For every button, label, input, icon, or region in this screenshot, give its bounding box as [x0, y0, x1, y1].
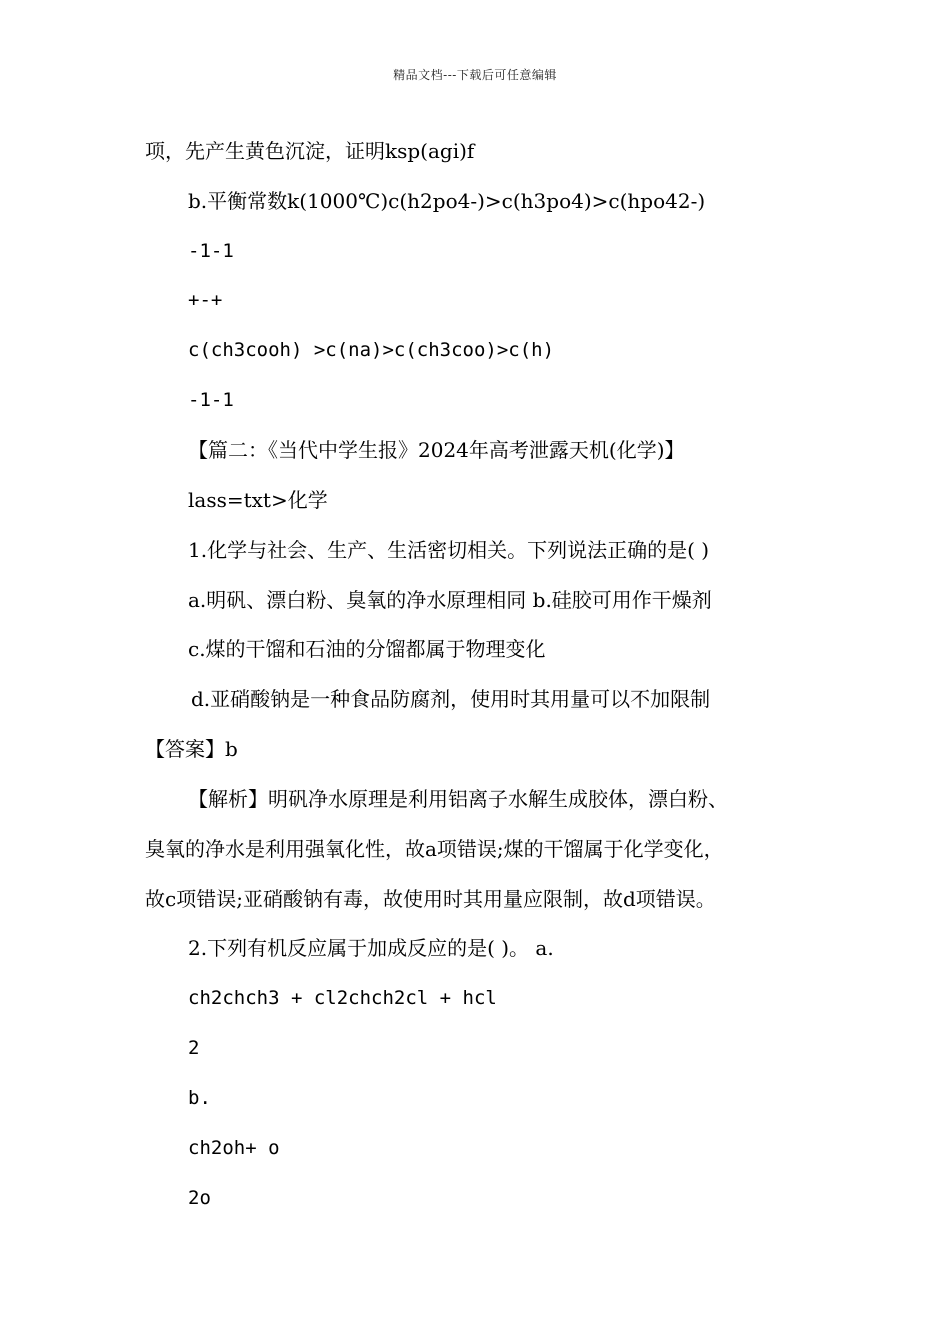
- option-line: a.明矾、漂白粉、臭氧的净水原理相同 b.硅胶可用作干燥剂: [188, 588, 712, 612]
- text-line: lass=txt>化学: [188, 488, 328, 512]
- explanation-line: 臭氧的净水是利用强氧化性，故a项错误;煤的干馏属于化学变化，: [145, 837, 724, 861]
- text-line: -1-1: [188, 389, 234, 411]
- text-line: -1-1: [188, 240, 234, 262]
- option-line: b.: [188, 1087, 211, 1109]
- explanation-line: 故c项错误;亚硝酸钠有毒，故使用时其用量应限制，故d项错误。: [145, 887, 716, 911]
- question-stem: 2.下列有机反应属于加成反应的是( )。 a.: [188, 936, 554, 960]
- question-stem: 1.化学与社会、生产、生活密切相关。下列说法正确的是( ): [188, 538, 710, 562]
- section-heading: 【篇二：《当代中学生报》2024年高考泄露天机(化学)】: [188, 438, 685, 462]
- formula-line: 2: [188, 1037, 200, 1059]
- option-line: c.煤的干馏和石油的分馏都属于物理变化: [188, 637, 546, 661]
- answer-line: 【答案】b: [145, 737, 238, 761]
- text-line: 项，先产生黄色沉淀，证明ksp(agi)f: [145, 139, 475, 163]
- formula-line: 2o: [188, 1187, 211, 1209]
- text-line: +-+: [188, 289, 223, 311]
- formula-line: ch2chch3 + cl2chch2cl + hcl: [188, 987, 497, 1009]
- option-line: d.亚硝酸钠是一种食品防腐剂，使用时其用量可以不加限制: [191, 687, 711, 711]
- text-line: c(ch3cooh) >c(na)>c(ch3coo)>c(h): [188, 339, 555, 361]
- explanation-line: 【解析】明矾净水原理是利用铝离子水解生成胶体，漂白粉、: [188, 787, 728, 811]
- formula-line: ch2oh+ o: [188, 1137, 280, 1159]
- text-line: b.平衡常数k(1000℃)c(h2po4-)>c(h3po4)>c(hpo42-): [188, 189, 706, 213]
- page-header: 精品文档---下载后可任意编辑: [393, 68, 557, 82]
